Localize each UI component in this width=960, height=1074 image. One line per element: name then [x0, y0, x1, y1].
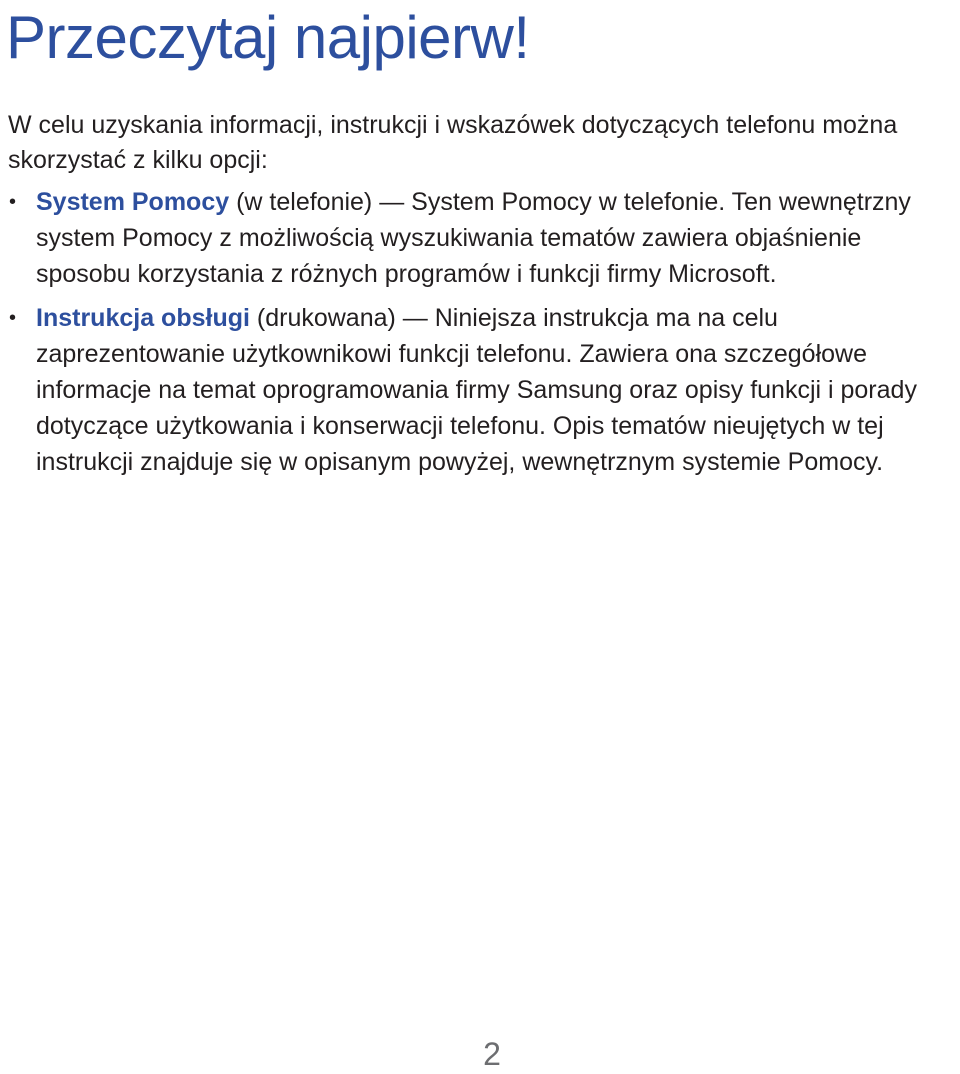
option-qualifier: (w telefonie)	[229, 188, 373, 216]
option-description: System Pomocy w telefonie. Ten wewnętrzny system Pomocy z możliwością wyszukiwania tematów zawiera objaśnienie sposobu korzystania z różnych programów i funkcji firmy Microsoft.	[36, 188, 911, 288]
option-description: Niniejsza instrukcja ma na celu zaprezentowanie użytkownikowi funkcji telefonu. Zawiera ona szczegółowe informacje na temat oprogramowania firmy Samsung oraz opisy funkcji i porady dotyczące użytkowania i konserwacji telefonu. Opis tematów nieujętych w tej instrukcji znajduje się w opisanym powyżej, wewnętrznym systemie Pomocy.	[36, 304, 917, 476]
bullet-icon: •	[9, 307, 17, 329]
option-term: Instrukcja obsługi	[36, 304, 250, 332]
option-dash: —	[372, 188, 412, 216]
bullet-icon: •	[9, 191, 17, 213]
option-dash: —	[395, 304, 435, 332]
page-title: Przeczytaj najpierw!	[6, 4, 530, 71]
intro-paragraph: W celu uzyskania informacji, instrukcji i wskazówek dotyczących telefonu można skorzystać z kilku opcji:	[8, 111, 898, 174]
list-item-user-manual	[0, 300, 960, 480]
option-qualifier: (drukowana)	[249, 304, 396, 332]
list-item-help-system	[0, 184, 960, 292]
page-number: 2	[483, 1036, 501, 1072]
option-term: System Pomocy	[36, 188, 230, 216]
help-options-list	[0, 184, 960, 480]
